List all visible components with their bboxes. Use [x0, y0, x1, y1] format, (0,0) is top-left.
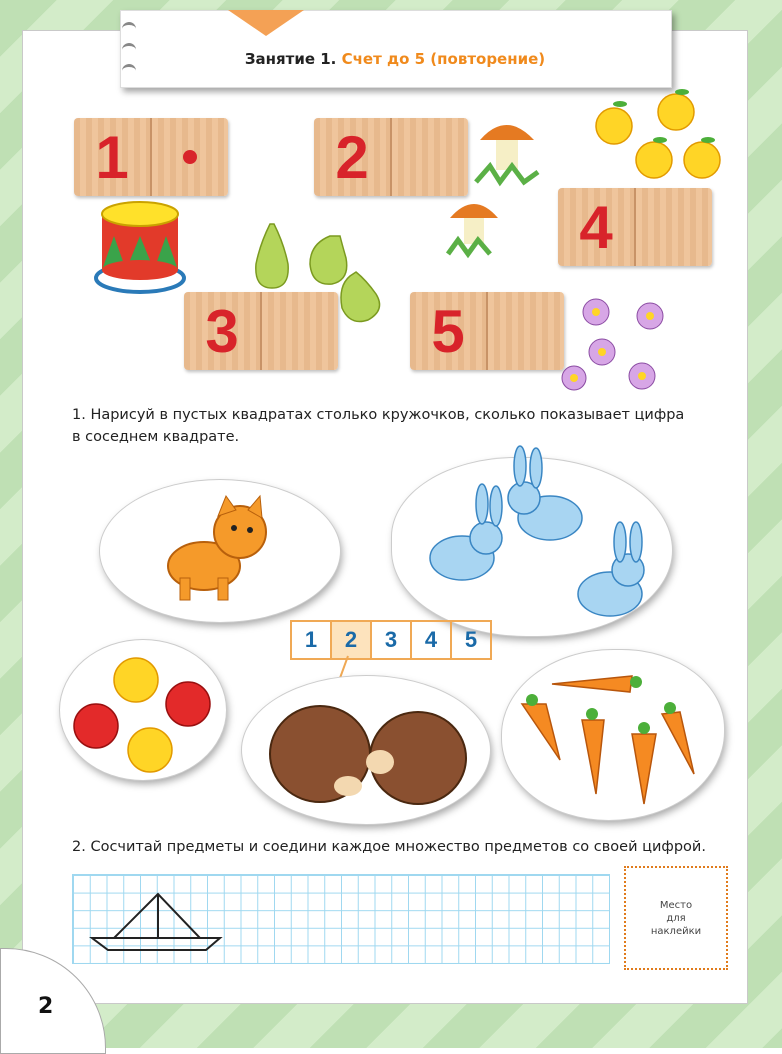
number-5[interactable]: 5 [464, 627, 478, 652]
domino-1 [74, 118, 228, 196]
mushroom-icon [476, 116, 538, 192]
sticker-label-line-3: наклейки [650, 925, 702, 937]
task-1-text [72, 404, 684, 448]
lesson-header [120, 10, 672, 88]
domino-digit: 2 [335, 123, 369, 191]
task-2-text: 2. Сосчитай предметы и соедини каждое множество предметов со своей цифрой. [72, 839, 706, 855]
drum-icon [96, 196, 186, 296]
dot-icon [183, 150, 197, 164]
task-1-line-2: в соседнем квадрате. [72, 429, 240, 445]
boat-drawing-icon [92, 892, 224, 952]
domino-digit: 5 [431, 297, 465, 365]
lesson-title [120, 50, 670, 68]
header-tab-decoration [228, 10, 304, 36]
sticker-label-line-2: для [666, 912, 686, 924]
number-strip [290, 620, 492, 660]
domino-2[interactable] [314, 118, 468, 196]
ring-icon [122, 22, 136, 31]
domino-digit: 4 [579, 193, 613, 261]
number-1[interactable]: 1 [292, 622, 332, 658]
carrots-group [512, 664, 712, 814]
domino-digit: 1 [95, 123, 129, 191]
lesson-number: Занятие 1. [244, 50, 337, 68]
apples-group [70, 650, 220, 778]
number-4[interactable]: 4 [412, 622, 452, 658]
page-number: 2 [38, 994, 54, 1019]
bunnies-group [414, 454, 664, 634]
empty-square [636, 188, 712, 266]
domino-4[interactable] [558, 188, 712, 266]
empty-square [488, 292, 564, 370]
number-2[interactable]: 2 [332, 622, 372, 658]
number-3[interactable]: 3 [372, 622, 412, 658]
hedgehogs-group [264, 700, 474, 810]
domino-5[interactable] [410, 292, 564, 370]
kitten-icon [156, 488, 286, 608]
task-1-line-1: 1. Нарисуй в пустых квадратах столько кружочков, сколько показывает цифра [72, 407, 685, 423]
sticker-place[interactable] [624, 866, 728, 970]
pears-group [250, 214, 400, 326]
mushroom-icon [446, 196, 502, 262]
yellow-apples-group [592, 90, 732, 186]
domino-digit: 3 [205, 297, 239, 365]
flowers-group [560, 290, 680, 398]
lesson-topic: Счет до 5 (повторение) [341, 50, 546, 68]
empty-square [392, 118, 468, 196]
sticker-label-line-1: Место [659, 899, 693, 911]
